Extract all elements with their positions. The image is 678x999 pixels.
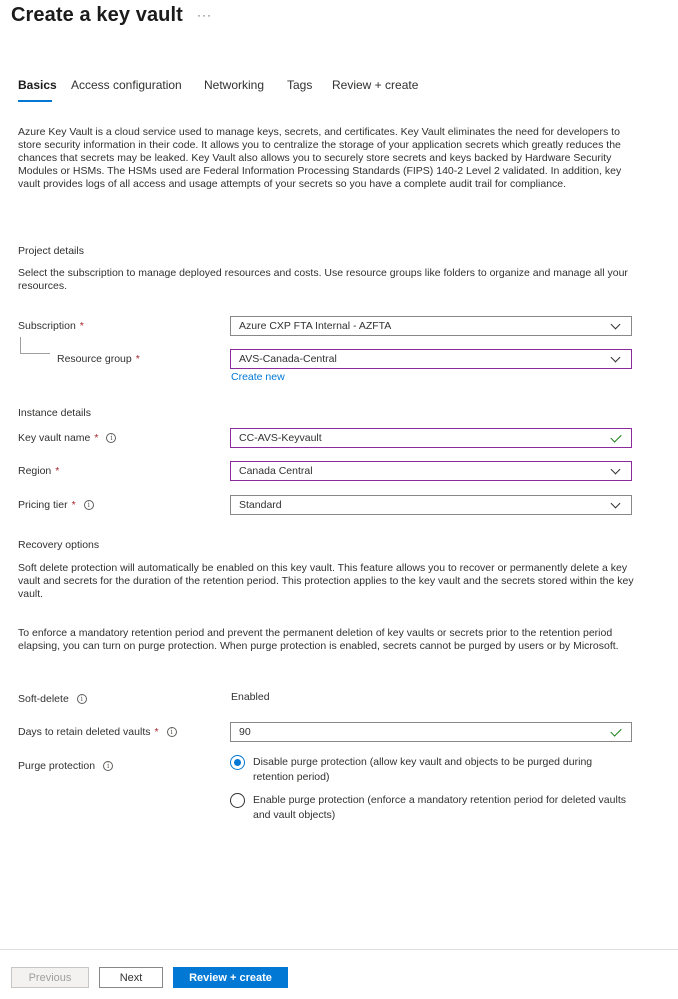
pricing-tier-label <box>18 499 94 511</box>
tab-access-configuration[interactable]: Access configuration <box>71 78 182 92</box>
key-vault-name-value: CC-AVS-Keyvault <box>239 432 322 444</box>
enable-purge-protection-text: Enable purge protection (enforce a mandatory retention period for deleted vaults and vault objects) <box>253 794 626 821</box>
project-details-description: Select the subscription to manage deployed resources and costs. Use resource groups like folders to organize and manage all your resources. <box>18 267 628 292</box>
soft-delete-description: Soft delete protection will automatically be enabled on this key vault. This feature allows you to recover or permanently delete a key vault and secrets for the duration of the retention period. This protection applies to the key vault and the secrets stored within the key vault. <box>18 562 634 600</box>
info-icon[interactable]: i <box>167 727 177 737</box>
purge-protection-label-text: Purge protection <box>18 760 96 772</box>
subscription-label-text: Subscription <box>18 320 76 332</box>
info-icon[interactable]: i <box>103 761 113 771</box>
days-to-retain-input[interactable] <box>230 722 632 742</box>
subscription-label <box>18 320 84 332</box>
footer-divider <box>0 949 678 950</box>
chevron-down-icon <box>611 498 621 508</box>
resource-group-label <box>57 353 140 365</box>
pricing-tier-label-text: Pricing tier <box>18 499 68 511</box>
disable-purge-protection-text: Disable purge protection (allow key vault and objects to be purged during retention period) <box>253 756 593 783</box>
info-icon[interactable]: i <box>84 500 94 510</box>
tab-networking[interactable]: Networking <box>204 78 265 92</box>
days-to-retain-label <box>18 726 177 738</box>
subscription-value: Azure CXP FTA Internal - AZFTA <box>239 320 392 332</box>
recovery-options-heading: Recovery options <box>18 539 100 551</box>
subscription-dropdown[interactable] <box>230 316 632 336</box>
tab-basics[interactable]: Basics <box>18 78 57 92</box>
pricing-tier-value: Standard <box>239 499 282 511</box>
disable-purge-protection-option[interactable] <box>230 755 630 785</box>
review-create-button[interactable]: Review + create <box>173 967 288 988</box>
radio-unselected[interactable] <box>230 793 245 808</box>
more-options-icon[interactable]: ··· <box>197 8 212 22</box>
required-marker: * <box>94 432 99 444</box>
tab-tags[interactable]: Tags <box>287 78 313 92</box>
resource-group-label-text: Resource group <box>57 353 132 365</box>
info-icon[interactable]: i <box>106 433 116 443</box>
soft-delete-label-text: Soft-delete <box>18 693 69 705</box>
tab-review-create[interactable]: Review + create <box>332 78 419 92</box>
region-dropdown[interactable] <box>230 461 632 481</box>
resource-group-value: AVS-Canada-Central <box>239 353 337 365</box>
instance-details-heading: Instance details <box>18 407 91 419</box>
key-vault-name-label-text: Key vault name <box>18 432 91 444</box>
days-to-retain-value: 90 <box>239 726 251 738</box>
required-marker: * <box>154 726 159 738</box>
key-vault-name-label <box>18 432 116 444</box>
region-label-text: Region <box>18 465 52 477</box>
chevron-down-icon <box>611 464 621 474</box>
valid-check-icon <box>610 725 621 736</box>
purge-protection-description: To enforce a mandatory retention period and prevent the permanent deletion of key vaults or secrets prior to the retention period elapsing, you can turn on purge protection. When purge protection is enabled, secrets cannot be purged by users or by Microsoft. <box>18 627 619 652</box>
radio-selected[interactable] <box>230 755 245 770</box>
resource-group-dropdown[interactable] <box>230 349 632 369</box>
required-marker: * <box>71 499 76 511</box>
required-marker: * <box>55 465 60 477</box>
page-title: Create a key vault <box>11 4 183 26</box>
days-to-retain-label-text: Days to retain deleted vaults <box>18 726 151 738</box>
chevron-down-icon <box>611 352 621 362</box>
tree-connector <box>20 337 50 354</box>
soft-delete-value: Enabled <box>231 691 270 703</box>
required-marker: * <box>79 320 84 332</box>
chevron-down-icon <box>611 319 621 329</box>
required-marker: * <box>135 353 140 365</box>
pricing-tier-dropdown[interactable] <box>230 495 632 515</box>
soft-delete-label <box>18 693 87 705</box>
next-button[interactable]: Next <box>99 967 163 988</box>
create-new-link[interactable]: Create new <box>231 371 285 383</box>
region-value: Canada Central <box>239 465 313 477</box>
intro-description: Azure Key Vault is a cloud service used to manage keys, secrets, and certificates. Key Vault eliminates the need for developers to store security information in their code. It allows you to centralize the storage of your application secrets which greatly reduces the chances that secrets may be leaked. Key Vault also allows you to securely store secrets and keys backed by Hardware Security Modules or HSMs. The HSMs used are Federal Information Processing Standards (FIPS) 140-2 Level 2 validated. In addition, key vault provides logs of all access and usage attempts of your secrets so you have a complete audit trail for compliance. <box>18 126 622 190</box>
purge-protection-label <box>18 760 113 772</box>
active-tab-indicator <box>18 100 52 102</box>
info-icon[interactable]: i <box>77 694 87 704</box>
project-details-heading: Project details <box>18 245 84 257</box>
valid-check-icon <box>610 431 621 442</box>
region-label <box>18 465 59 477</box>
enable-purge-protection-option[interactable] <box>230 793 630 823</box>
key-vault-name-input[interactable] <box>230 428 632 448</box>
previous-button[interactable]: Previous <box>11 967 89 988</box>
